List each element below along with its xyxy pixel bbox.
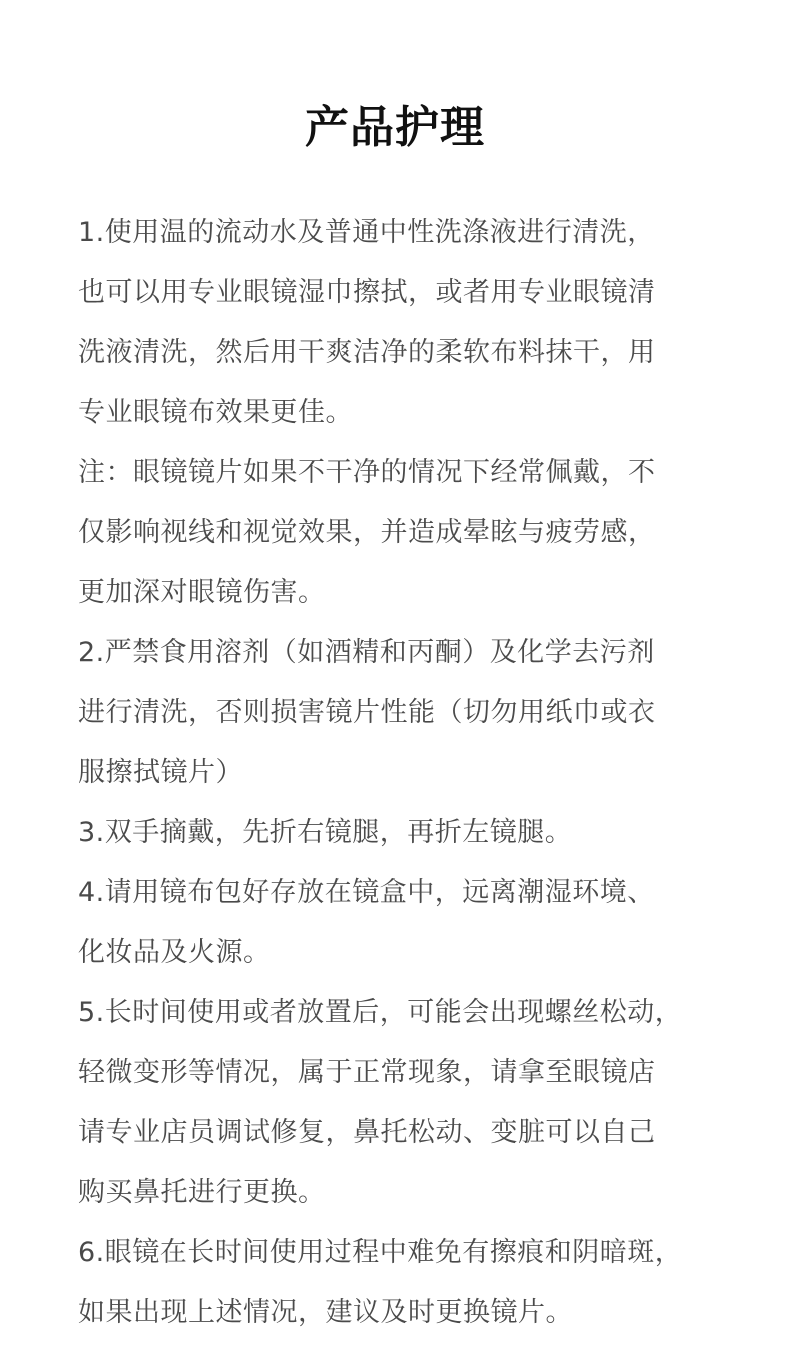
- instruction-line: 服擦拭镜片）: [78, 757, 243, 788]
- instruction-line: 轻微变形等情况，属于正常现象，请拿至眼镜店: [78, 1057, 656, 1088]
- note-line: 注：眼镜镜片如果不干净的情况下经常佩戴，不: [78, 457, 656, 488]
- instruction-line: 2.严禁食用溶剂（如酒精和丙酮）及化学去污剂: [78, 637, 655, 668]
- note-line: 仅影响视线和视觉效果，并造成晕眩与疲劳感，: [78, 517, 656, 548]
- instruction-line: 3.双手摘戴，先折右镜腿，再折左镜腿。: [78, 817, 573, 848]
- note-line: 更加深对眼镜伤害。: [78, 577, 326, 608]
- care-instructions: [78, 203, 758, 1343]
- instruction-line: 购买鼻托进行更换。: [78, 1177, 326, 1208]
- instruction-line: 也可以用专业眼镜湿巾擦拭，或者用专业眼镜清: [78, 277, 656, 308]
- instruction-line: 化妆品及火源。: [78, 937, 271, 968]
- instruction-line: 4.请用镜布包好存放在镜盒中，远离潮湿环境、: [78, 877, 655, 908]
- instruction-line: 1.使用温的流动水及普通中性洗涤液进行清洗，: [78, 217, 655, 248]
- instruction-line: 专业眼镜布效果更佳。: [78, 397, 353, 428]
- instruction-line: 进行清洗，否则损害镜片性能（切勿用纸巾或衣: [78, 697, 656, 728]
- instruction-line: 6.眼镜在长时间使用过程中难免有擦痕和阴暗斑，: [78, 1237, 683, 1268]
- page-title: 产品护理: [305, 102, 485, 153]
- instruction-line: 5.长时间使用或者放置后，可能会出现螺丝松动，: [78, 997, 683, 1028]
- instruction-line: 如果出现上述情况，建议及时更换镜片。: [78, 1297, 573, 1328]
- instruction-line: 请专业店员调试修复，鼻托松动、变脏可以自己: [78, 1117, 656, 1148]
- instruction-line: 洗液清洗，然后用干爽洁净的柔软布料抹干，用: [78, 337, 656, 368]
